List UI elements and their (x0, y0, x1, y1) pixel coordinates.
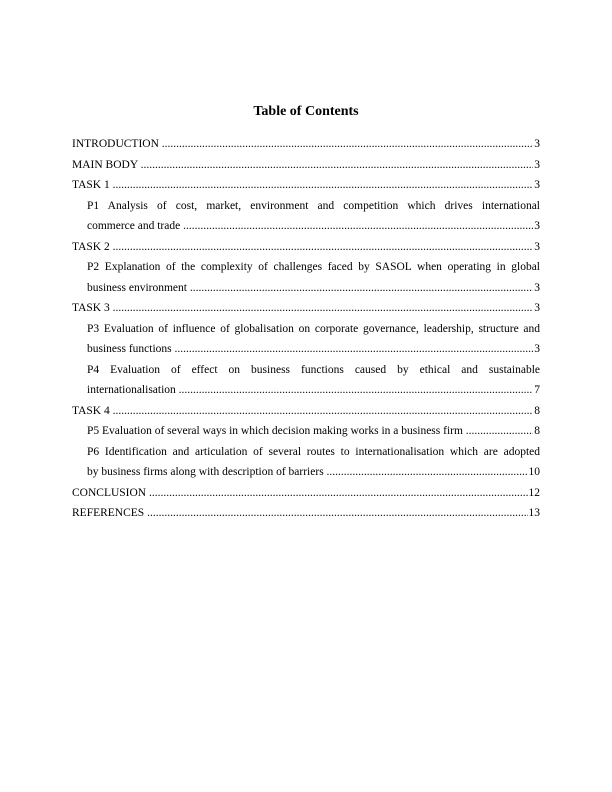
toc-entry-label: TASK 1 ..... (72, 175, 540, 196)
toc-entry-p6[interactable] (87, 442, 540, 483)
toc-entry-page: 3 (533, 155, 540, 176)
toc-entry-label: business functions ..... (87, 339, 540, 360)
toc-entry-page: 8 (533, 401, 540, 422)
toc-entry-task-3[interactable] (72, 298, 540, 319)
toc-entry-page: 12 (528, 483, 541, 504)
toc-entry-label: P5 Evaluation of several ways in which decision making works in a business firm ..... (87, 421, 540, 442)
toc-entry-page: 3 (533, 134, 540, 155)
toc-entry-label: MAIN BODY ..... (72, 155, 540, 176)
toc-entry-p3[interactable] (87, 319, 540, 360)
toc-entry-page: 3 (533, 278, 540, 299)
toc-entry-page: 3 (533, 216, 540, 237)
toc-entry-p1[interactable] (87, 196, 540, 237)
toc-entry-task-1[interactable] (72, 175, 540, 196)
toc-entry-label-line1: P2 Explanation of the complexity of challenges faced by SASOL when operating in global (87, 261, 540, 273)
toc-entry-page: 13 (528, 503, 541, 524)
toc-entry-p4[interactable] (87, 360, 540, 401)
toc-entry-label-line1: P3 Evaluation of influence of globalisation on corporate governance, leadership, structure and (87, 322, 540, 335)
toc-entry-introduction[interactable] (72, 134, 540, 155)
toc-entry-label: TASK 2 ..... (72, 237, 540, 258)
toc-entry-label: TASK 4 ..... (72, 401, 540, 422)
toc-entry-label-line1: P6 Identification and articulation of several routes to internationalisation which are adopted (87, 445, 540, 458)
toc-title: Table of Contents (253, 104, 359, 119)
toc-entry-page: 3 (533, 298, 540, 319)
toc-entry-label: internationalisation ..... (87, 380, 540, 401)
toc-entry-page: 7 (533, 380, 540, 401)
toc-entry-label: CONCLUSION ..... (72, 483, 540, 504)
toc-entry-label: INTRODUCTION ..... (72, 134, 540, 155)
toc-entry-label-line1: P4 Evaluation of effect on business functions caused by ethical and sustainable (87, 363, 540, 376)
toc-entry-task-4[interactable] (72, 401, 540, 422)
toc-entry-page: 3 (533, 175, 540, 196)
toc-entry-references[interactable] (72, 503, 540, 524)
toc-entry-p2[interactable] (87, 257, 540, 298)
toc-entry-conclusion[interactable] (72, 483, 540, 504)
toc-entry-page: 10 (528, 462, 541, 483)
toc-entry-main-body[interactable] (72, 155, 540, 176)
toc-entry-page: 3 (533, 237, 540, 258)
toc-entry-page: 8 (533, 421, 540, 442)
toc-entry-label-line1: P1 Analysis of cost, market, environment and competition which drives international (87, 199, 540, 212)
toc-entry-label: REFERENCES ..... (72, 503, 540, 524)
toc-entry-page: 3 (533, 339, 540, 360)
toc-entry-label: by business firms along with description of barriers ..... (87, 462, 540, 483)
toc-entry-label: business environment ..... (87, 278, 540, 299)
toc-entry-label: commerce and trade ..... (87, 216, 540, 237)
toc-entry-task-2[interactable] (72, 237, 540, 258)
toc-entry-label: TASK 3 ..... (72, 298, 540, 319)
table-of-contents (72, 134, 540, 524)
toc-entry-p5[interactable] (87, 421, 540, 442)
